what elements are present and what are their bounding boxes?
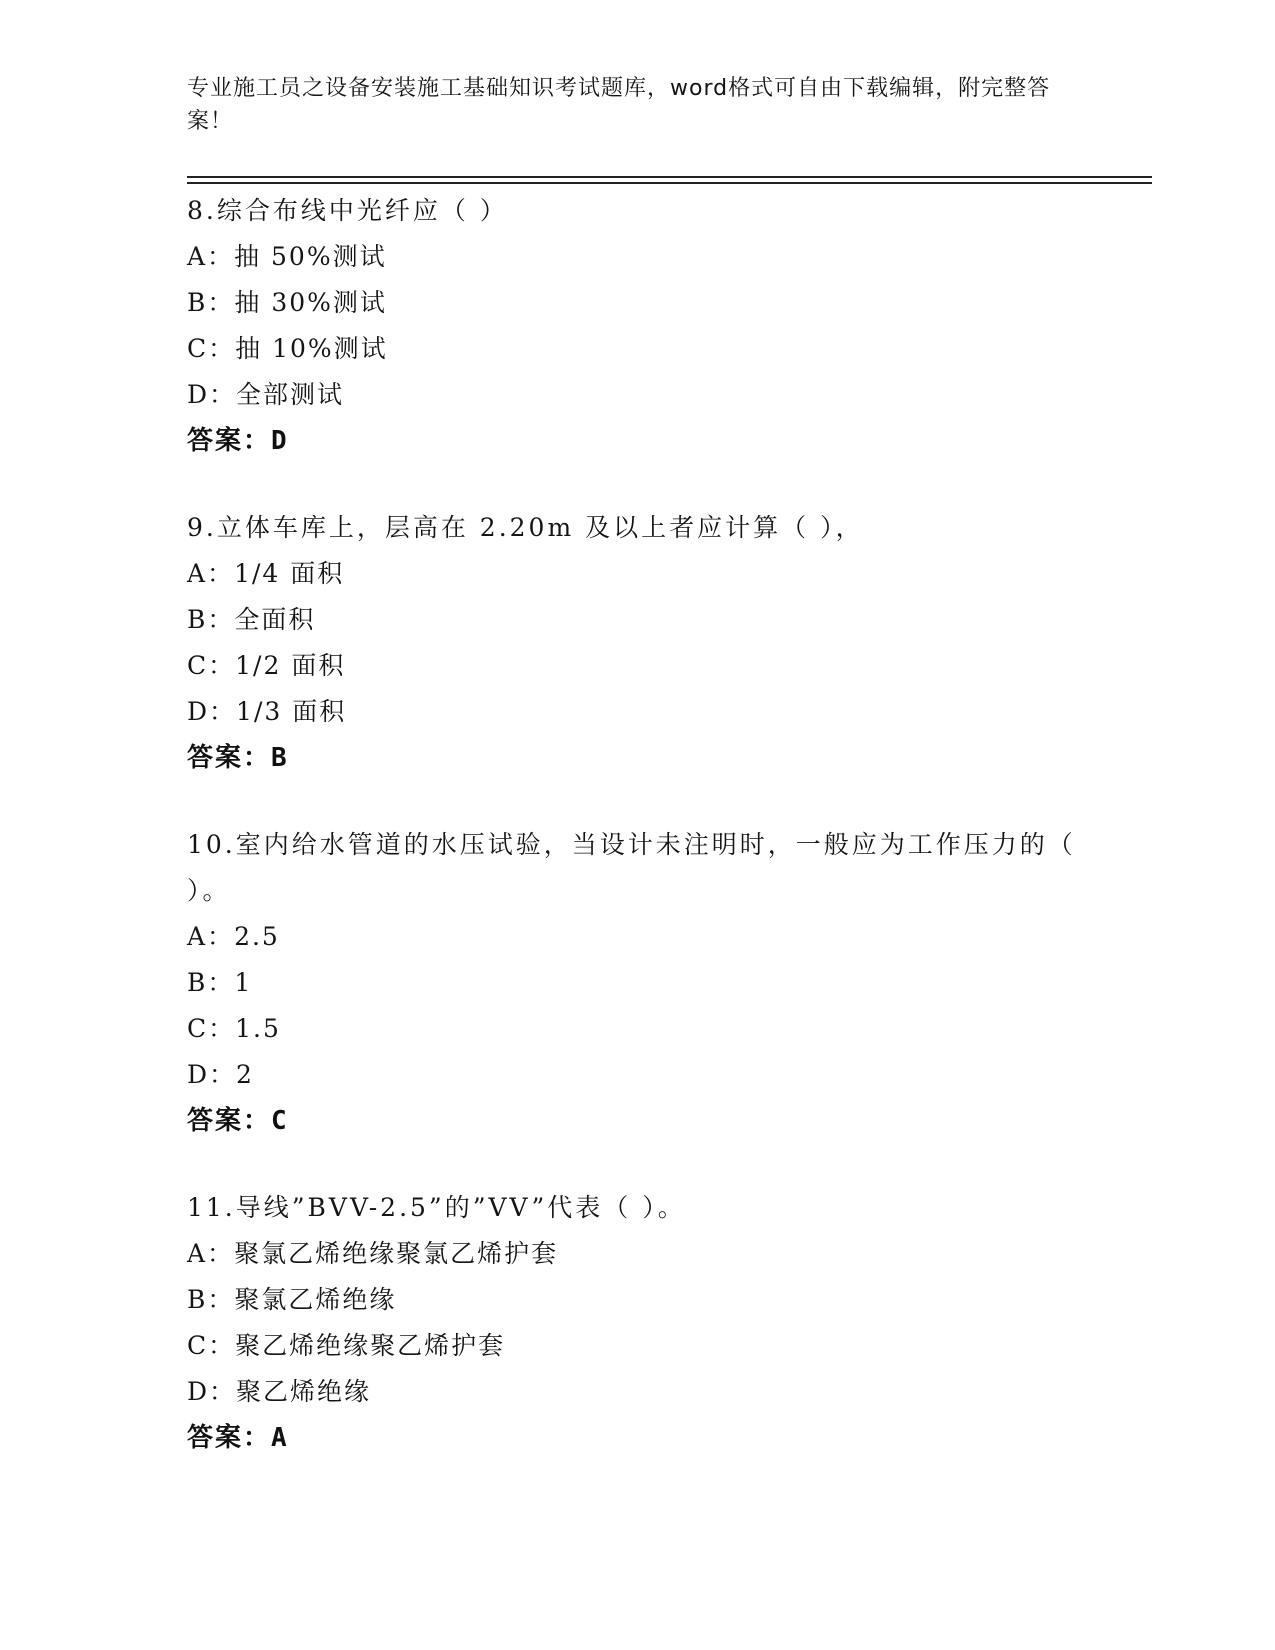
- option-label: D：: [187, 380, 237, 409]
- option-d: [187, 1369, 1087, 1415]
- question-9: [187, 505, 1087, 781]
- question-stem: 8.综合布线中光纤应（ ）: [187, 196, 508, 225]
- option-text: 聚乙烯绝缘: [236, 1377, 372, 1406]
- answer-value: D: [271, 426, 289, 456]
- option-a: [187, 914, 1087, 960]
- option-label: A：: [187, 1239, 235, 1268]
- question-8: [187, 188, 1087, 464]
- option-b: [187, 280, 1087, 326]
- option-c: [187, 1006, 1087, 1052]
- answer-label: 答案：: [187, 426, 272, 456]
- option-text: 聚乙烯绝缘聚乙烯护套: [235, 1331, 506, 1360]
- option-text: 聚氯乙烯绝缘: [234, 1285, 397, 1314]
- option-text: 全部测试: [236, 380, 345, 409]
- question-11: [187, 1185, 1087, 1461]
- option-text: 抽 10%测试: [235, 334, 388, 363]
- question-list: [187, 188, 1087, 1502]
- option-c: [187, 643, 1087, 689]
- option-text: 1.5: [235, 1014, 281, 1043]
- answer-line: [187, 1415, 1087, 1461]
- option-b: [187, 597, 1087, 643]
- option-label: C：: [187, 1331, 236, 1360]
- option-label: B：: [187, 968, 235, 997]
- option-text: 全面积: [234, 605, 316, 634]
- question-stem: 10.室内给水管道的水压试验，当设计未注明时，一般应为工作压力的（ ）。: [187, 830, 1076, 905]
- answer-label: 答案：: [187, 743, 272, 773]
- option-text: 抽 50%测试: [234, 242, 387, 271]
- option-label: A：: [187, 922, 235, 951]
- header-divider-bottom: [187, 182, 1152, 184]
- option-b: [187, 960, 1087, 1006]
- option-label: B：: [187, 1285, 235, 1314]
- option-a: [187, 234, 1087, 280]
- option-label: A：: [187, 242, 235, 271]
- option-text: 1/4 面积: [234, 559, 345, 588]
- answer-value: A: [271, 1423, 289, 1453]
- option-label: B：: [187, 288, 235, 317]
- option-label: D：: [187, 1377, 237, 1406]
- option-label: D：: [187, 1060, 237, 1089]
- option-c: [187, 326, 1087, 372]
- option-a: [187, 1231, 1087, 1277]
- option-label: A：: [187, 559, 235, 588]
- answer-label: 答案：: [187, 1106, 272, 1136]
- question-10: [187, 822, 1087, 1144]
- question-stem: 9.立体车库上，层高在 2.20m 及以上者应计算（ ），: [187, 513, 864, 542]
- option-text: 1/3 面积: [236, 697, 347, 726]
- option-text: 抽 30%测试: [234, 288, 387, 317]
- option-label: C：: [187, 334, 236, 363]
- option-text: 2.5: [234, 922, 280, 951]
- option-c: [187, 1323, 1087, 1369]
- header-divider-top: [187, 176, 1152, 178]
- option-a: [187, 551, 1087, 597]
- option-label: B：: [187, 605, 235, 634]
- option-label: C：: [187, 1014, 236, 1043]
- option-d: [187, 1052, 1087, 1098]
- option-d: [187, 372, 1087, 418]
- answer-value: C: [271, 1106, 289, 1136]
- option-text: 聚氯乙烯绝缘聚氯乙烯护套: [234, 1239, 559, 1268]
- option-text: 1/2 面积: [235, 651, 346, 680]
- option-d: [187, 689, 1087, 735]
- document-header: 专业施工员之设备安装施工基础知识考试题库，word格式可自由下载编辑，附完整答案！: [187, 76, 1051, 134]
- option-label: D：: [187, 697, 237, 726]
- answer-label: 答案：: [187, 1423, 272, 1453]
- answer-value: B: [271, 743, 289, 773]
- answer-line: [187, 1098, 1087, 1144]
- option-b: [187, 1277, 1087, 1323]
- question-stem: 11.导线”BVV-2.5”的”VV”代表（ ）。: [187, 1193, 686, 1222]
- option-label: C：: [187, 651, 236, 680]
- option-text: 2: [236, 1060, 254, 1089]
- answer-line: [187, 418, 1087, 464]
- option-text: 1: [234, 968, 253, 997]
- answer-line: [187, 735, 1087, 781]
